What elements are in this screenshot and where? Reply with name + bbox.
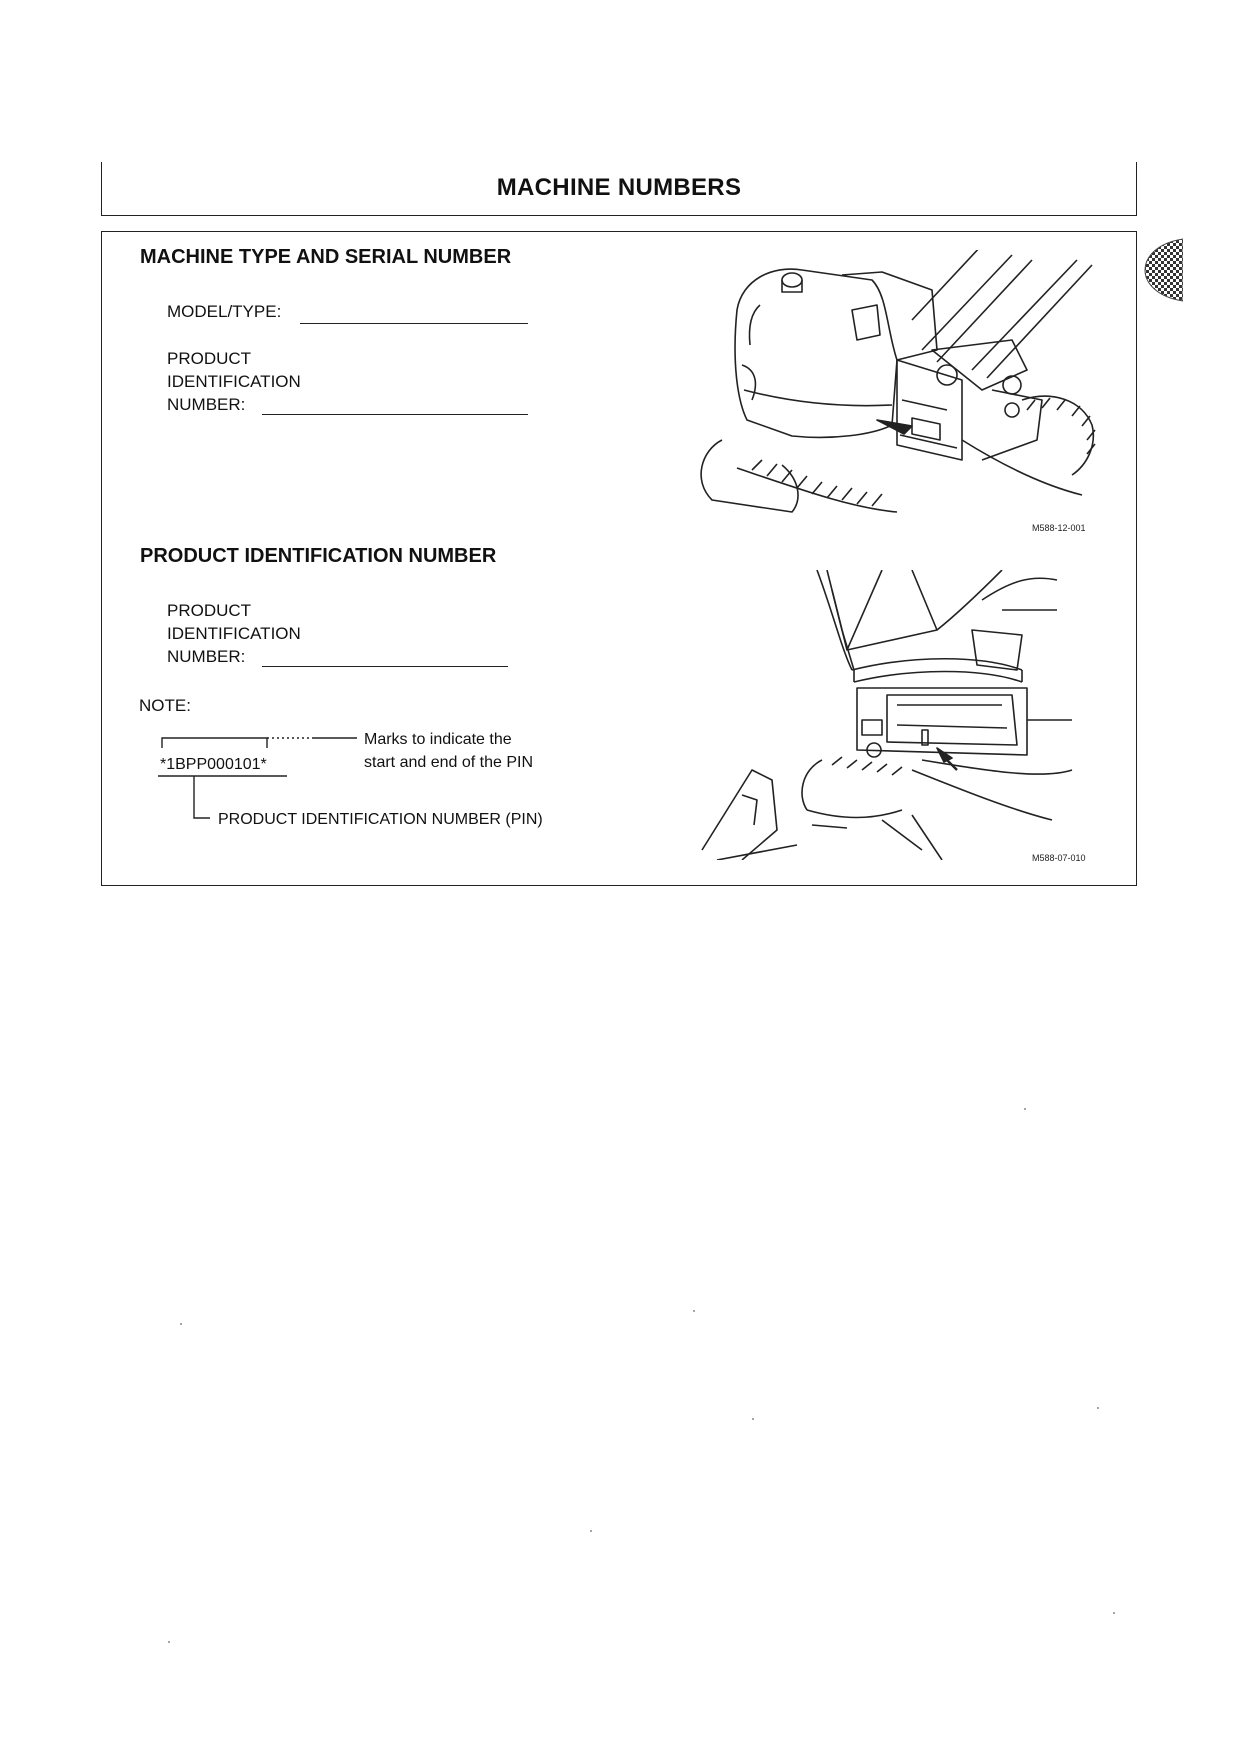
pin-caption: PRODUCT IDENTIFICATION NUMBER (PIN) (218, 811, 543, 828)
title-box (101, 162, 1137, 216)
example-pin: *1BPP000101* (160, 756, 267, 773)
marks-note-line2: start and end of the PIN (364, 754, 533, 771)
scan-dot (752, 1418, 754, 1420)
scan-dot (590, 1530, 592, 1532)
pin2-label-line2: IDENTIFICATION (167, 624, 301, 643)
scan-dot (1113, 1612, 1115, 1614)
pin2-label-line1: PRODUCT (167, 601, 252, 620)
section-heading-pin: PRODUCT IDENTIFICATION NUMBER (140, 545, 497, 567)
scan-dot (1024, 1108, 1026, 1110)
section-heading-machine-type: MACHINE TYPE AND SERIAL NUMBER (140, 246, 512, 268)
pin-label-line2: IDENTIFICATION (167, 372, 301, 391)
page-title: MACHINE NUMBERS (496, 174, 742, 201)
scan-dot (1097, 1407, 1099, 1409)
marks-note-line1: Marks to indicate the (364, 731, 512, 748)
model-type-label: MODEL/TYPE: (167, 302, 282, 321)
excavator-rear-illustration (682, 250, 1122, 520)
pin-label-line3: NUMBER: (167, 395, 246, 414)
note-label: NOTE: (139, 696, 191, 715)
scan-dot (168, 1641, 170, 1643)
section-tab-icon (1143, 237, 1183, 303)
pin2-label-line3: NUMBER: (167, 647, 246, 666)
scan-dot (180, 1323, 182, 1325)
pin-label-line1: PRODUCT (167, 349, 252, 368)
scan-dot (693, 1310, 695, 1312)
machine-numbers-panel (101, 231, 1137, 886)
excavator-frame-illustration (682, 570, 1122, 860)
model-type-field[interactable] (300, 323, 528, 324)
figure-code-2: M588-07-010 (1032, 853, 1086, 863)
pin-field-2[interactable] (262, 666, 508, 667)
figure-code-1: M588-12-001 (1032, 523, 1086, 533)
pin-field-1[interactable] (262, 414, 528, 415)
